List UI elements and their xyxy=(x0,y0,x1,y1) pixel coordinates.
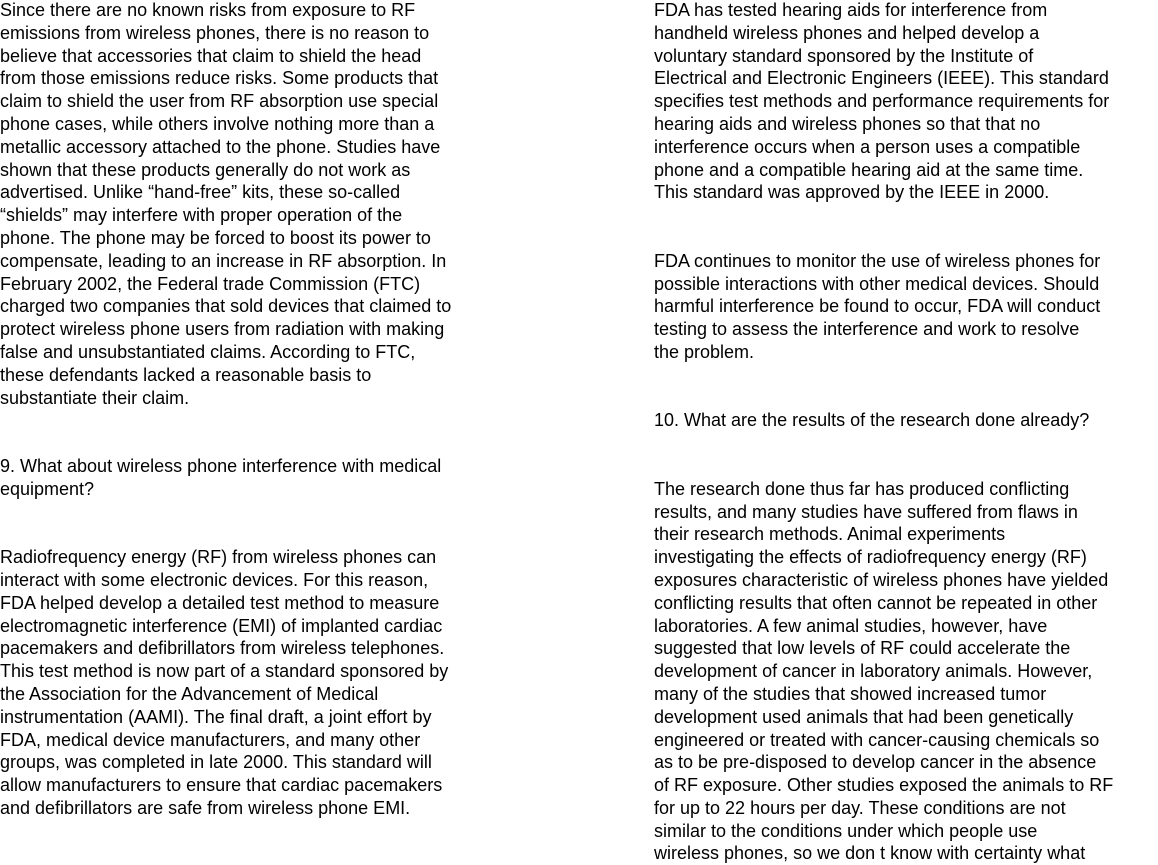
text-line: suggested that low levels of RF could accelerate the xyxy=(654,638,1071,659)
paragraph-gap xyxy=(0,432,500,455)
text-line: This test method is now part of a standard sponsored by xyxy=(0,661,449,682)
text-line: their research methods. Animal experiments xyxy=(654,524,1006,545)
text-line: advertised. Unlike “hand-free” kits, these so-called xyxy=(0,182,401,203)
question-10-heading xyxy=(654,409,1158,432)
text-line: FDA has tested hearing aids for interference from xyxy=(654,0,1048,20)
text-line: investigating the effects of radiofrequency energy (RF) xyxy=(654,547,1087,568)
text-line: laboratories. A few animal studies, however, have xyxy=(654,615,1048,636)
text-line: engineered or treated with cancer-causing chemicals so xyxy=(654,729,1100,750)
text-line: possible interactions with other medical devices. Should xyxy=(654,273,1100,294)
text-line: Radiofrequency energy (RF) from wireless phones can xyxy=(0,547,437,568)
text-line: phone. The phone may be forced to boost its power to xyxy=(0,227,431,248)
paragraph-gap xyxy=(654,455,1158,478)
text-line: many of the studies that showed increased tumor xyxy=(654,683,1047,704)
question-9-heading xyxy=(0,455,500,501)
text-line: shown that these products generally do not work as xyxy=(0,159,411,180)
text-line: allow manufacturers to ensure that cardiac pacemakers xyxy=(0,775,443,796)
text-line: FDA continues to monitor the use of wireless phones for xyxy=(654,250,1101,271)
text-line: Since there are no known risks from exposure to RF xyxy=(0,0,416,20)
paragraph-gap xyxy=(654,204,1158,227)
text-line: conflicting results that often cannot be repeated in other xyxy=(654,592,1098,613)
text-line: instrumentation (AAMI). The final draft, a joint effort by xyxy=(0,706,432,727)
text-line: false and unsubstantiated claims. According to FTC, xyxy=(0,341,416,362)
text-line: “shields” may interfere with proper operation of the xyxy=(0,205,403,226)
research-results-paragraph xyxy=(654,478,1158,865)
text-line: interference occurs when a person uses a compatible xyxy=(654,136,1081,157)
text-line: pacemakers and defibrillators from wireless telephones. xyxy=(0,638,445,659)
text-line: voluntary standard sponsored by the Institute of xyxy=(654,45,1034,66)
text-line: interact with some electronic devices. For this reason, xyxy=(0,569,429,590)
text-line: for up to 22 hours per day. These conditions are not xyxy=(654,797,1066,818)
text-line: of RF exposure. Other studies exposed the animals to RF xyxy=(654,775,1114,796)
text-line: emissions from wireless phones, there is no reason to xyxy=(0,22,430,43)
rf-interference-paragraph xyxy=(0,546,500,820)
text-line: substantiate their claim. xyxy=(0,387,190,408)
text-line: the problem. xyxy=(654,341,755,362)
text-line: phone cases, while others involve nothing more than a xyxy=(0,113,435,134)
text-line: February 2002, the Federal trade Commission (FTC) xyxy=(0,273,421,294)
text-line: metallic accessory attached to the phone. Studies have xyxy=(0,136,441,157)
text-line: The research done thus far has produced conflicting xyxy=(654,478,1070,499)
text-line: 9. What about wireless phone interference with medical xyxy=(0,455,442,476)
text-line: similar to the conditions under which people use xyxy=(654,820,1038,841)
text-line: and defibrillators are safe from wireless phone EMI. xyxy=(0,797,411,818)
text-line: as to be pre-disposed to develop cancer in the absence xyxy=(654,752,1097,773)
text-line: compensate, leading to an increase in RF absorption. In xyxy=(0,250,447,271)
text-line: groups, was completed in late 2000. This standard will xyxy=(0,752,432,773)
text-line: equipment? xyxy=(0,478,95,499)
text-line: 10. What are the results of the research done already? xyxy=(654,410,1090,431)
text-line: development used animals that had been genetically xyxy=(654,706,1074,727)
paragraph-gap xyxy=(0,409,500,432)
text-line: the Association for the Advancement of Medical xyxy=(0,683,379,704)
text-line: charged two companies that sold devices that claimed to xyxy=(0,296,452,317)
text-line: hearing aids and wireless phones so that that no xyxy=(654,113,1041,134)
shield-accessories-paragraph xyxy=(0,0,500,409)
paragraph-gap xyxy=(654,364,1158,387)
hearing-aids-paragraph xyxy=(654,0,1158,204)
text-line: from those emissions reduce risks. Some products that xyxy=(0,68,439,89)
monitoring-paragraph xyxy=(654,250,1158,364)
text-line: results, and many studies have suffered from flaws in xyxy=(654,501,1078,522)
paragraph-gap xyxy=(654,387,1158,410)
text-line: exposures characteristic of wireless phones have yielded xyxy=(654,569,1109,590)
text-line: believe that accessories that claim to shield the head xyxy=(0,45,422,66)
paragraph-gap xyxy=(0,501,500,524)
text-line: Electrical and Electronic Engineers (IEEE). This standard xyxy=(654,68,1109,89)
paragraph-gap xyxy=(0,523,500,546)
text-line: testing to assess the interference and work to resolve xyxy=(654,319,1080,340)
text-line: phone and a compatible hearing aid at the same time. xyxy=(654,159,1084,180)
paragraph-gap xyxy=(654,227,1158,250)
text-line: FDA, medical device manufacturers, and many other xyxy=(0,729,421,750)
text-line: these defendants lacked a reasonable basis to xyxy=(0,364,372,385)
text-line: handheld wireless phones and helped develop a xyxy=(654,22,1040,43)
text-line: harmful interference be found to occur, FDA will conduct xyxy=(654,296,1101,317)
text-line: protect wireless phone users from radiation with making xyxy=(0,319,445,340)
right-column xyxy=(654,0,1158,865)
left-column xyxy=(0,0,500,820)
text-line: This standard was approved by the IEEE in 2000. xyxy=(654,182,1050,203)
text-line: claim to shield the user from RF absorption use special xyxy=(0,91,439,112)
text-line: electromagnetic interference (EMI) of implanted cardiac xyxy=(0,615,443,636)
text-line: wireless phones, so we don t know with certainty what xyxy=(654,843,1086,864)
paragraph-gap xyxy=(654,432,1158,455)
text-line: development of cancer in laboratory animals. However, xyxy=(654,661,1093,682)
text-line: FDA helped develop a detailed test method to measure xyxy=(0,592,440,613)
text-line: specifies test methods and performance requirements for xyxy=(654,91,1110,112)
